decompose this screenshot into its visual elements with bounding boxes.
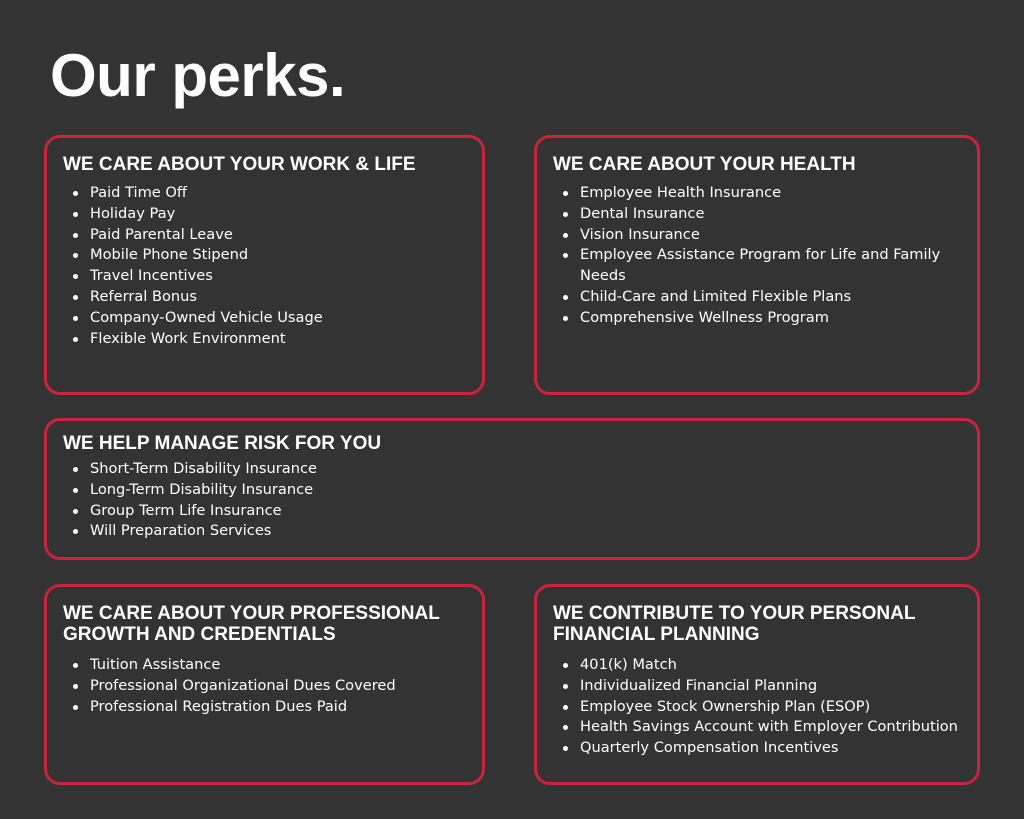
perk-card-risk <box>44 418 980 560</box>
list-item: Quarterly Compensation Incentives <box>578 738 961 759</box>
list-item: Company-Owned Vehicle Usage <box>88 308 466 329</box>
perk-card-work-life <box>44 135 485 395</box>
list-item: Short-Term Disability Insurance <box>88 459 961 480</box>
perk-list <box>63 459 961 542</box>
perk-list <box>63 183 466 349</box>
card-heading: WE CARE ABOUT YOUR WORK & LIFE <box>63 154 416 175</box>
card-heading: WE HELP MANAGE RISK FOR YOU <box>63 433 382 454</box>
list-item: Flexible Work Environment <box>88 329 466 350</box>
list-item: Employee Stock Ownership Plan (ESOP) <box>578 697 961 718</box>
list-item: Referral Bonus <box>88 287 466 308</box>
perk-card-professional-growth <box>44 584 485 785</box>
list-item: Group Term Life Insurance <box>88 501 961 522</box>
card-heading: WE CARE ABOUT YOUR PROFESSIONAL GROWTH AND CREDENTIALS <box>63 603 440 645</box>
perk-card-health <box>534 135 980 395</box>
list-item: Individualized Financial Planning <box>578 676 961 697</box>
card-heading: WE CARE ABOUT YOUR HEALTH <box>553 154 856 175</box>
page-title: Our perks. <box>50 42 346 109</box>
list-item: Paid Parental Leave <box>88 225 466 246</box>
list-item: Tuition Assistance <box>88 655 466 676</box>
perk-card-financial-planning <box>534 584 980 785</box>
list-item: Comprehensive Wellness Program <box>578 308 961 329</box>
list-item: Professional Organizational Dues Covered <box>88 676 466 697</box>
list-item: Travel Incentives <box>88 266 466 287</box>
list-item: Health Savings Account with Employer Contribution <box>578 717 961 738</box>
perk-list <box>553 183 961 329</box>
list-item: Vision Insurance <box>578 225 961 246</box>
list-item: Dental Insurance <box>578 204 961 225</box>
list-item: Long-Term Disability Insurance <box>88 480 961 501</box>
list-item: Will Preparation Services <box>88 521 961 542</box>
card-heading: WE CONTRIBUTE TO YOUR PERSONAL FINANCIAL PLANNING <box>553 603 916 645</box>
list-item: Employee Assistance Program for Life and Family Needs <box>578 245 961 287</box>
list-item: Child-Care and Limited Flexible Plans <box>578 287 961 308</box>
list-item: Holiday Pay <box>88 204 466 225</box>
list-item: 401(k) Match <box>578 655 961 676</box>
list-item: Paid Time Off <box>88 183 466 204</box>
list-item: Professional Registration Dues Paid <box>88 697 466 718</box>
perk-list <box>553 655 961 759</box>
list-item: Mobile Phone Stipend <box>88 245 466 266</box>
perk-list <box>63 655 466 717</box>
list-item: Employee Health Insurance <box>578 183 961 204</box>
